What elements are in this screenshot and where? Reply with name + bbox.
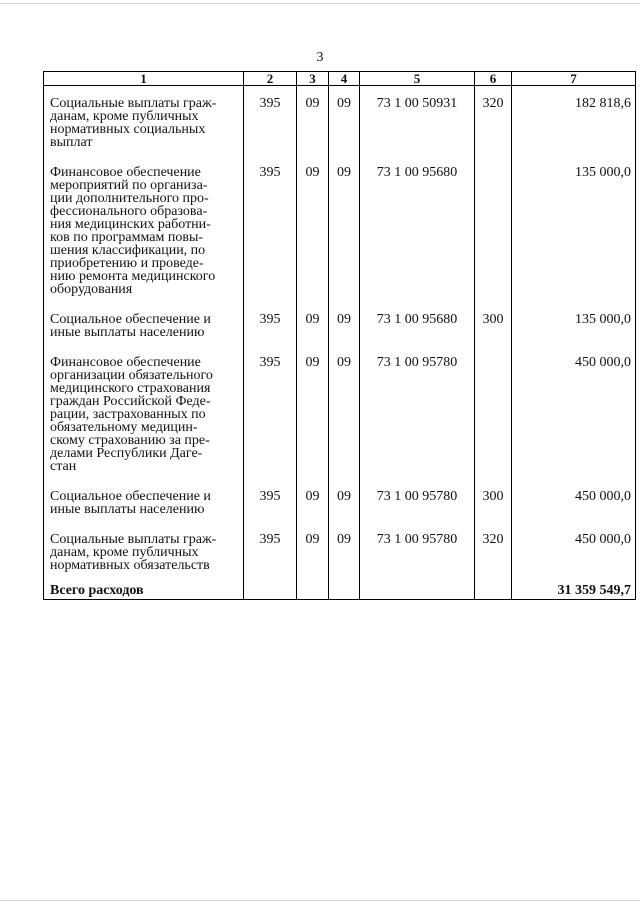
row-item-name xyxy=(44,522,244,578)
table-row xyxy=(44,86,636,156)
total-empty-cell xyxy=(475,578,512,600)
header-col-5: 5 xyxy=(360,72,475,86)
row-subsection-code: 09 xyxy=(329,522,360,578)
header-col-1: 1 xyxy=(44,72,244,86)
header-col-7: 7 xyxy=(512,72,636,86)
row-target-article: 73 1 00 95780 xyxy=(360,522,475,578)
table-body xyxy=(44,86,636,600)
item-name-line: Социальное обеспечение и xyxy=(50,312,211,327)
row-expense-type: 320 xyxy=(475,86,512,156)
row-expense-type xyxy=(475,345,512,479)
item-name-line: ков по программам повы- xyxy=(50,230,204,245)
row-amount: 450 000,0 xyxy=(512,479,636,522)
row-subsection-code: 09 xyxy=(329,155,360,302)
item-name-line: Социальное обеспечение и xyxy=(50,489,211,504)
row-amount: 135 000,0 xyxy=(512,155,636,302)
header-col-6: 6 xyxy=(475,72,512,86)
item-name-line: ции дополнительного про- xyxy=(50,191,209,206)
item-name-line: обязательному медицин- xyxy=(50,420,198,435)
item-name-line: данам, кроме публичных xyxy=(50,109,199,124)
total-row xyxy=(44,578,636,600)
total-label: Всего расходов xyxy=(44,578,244,600)
row-section-code: 09 xyxy=(297,345,329,479)
row-subsection-code: 09 xyxy=(329,86,360,156)
table-row xyxy=(44,522,636,578)
item-name-line: граждан Российской Феде- xyxy=(50,394,211,409)
total-empty-cell xyxy=(329,578,360,600)
item-name-line: рации, застрахованных по xyxy=(50,407,206,422)
item-name-line: иные выплаты населению xyxy=(50,325,205,340)
row-item-name xyxy=(44,479,244,522)
item-name-line: оборудования xyxy=(50,282,133,297)
item-name-line: Социальные выплаты граж- xyxy=(50,96,217,111)
row-section-code: 09 xyxy=(297,86,329,156)
row-subsection-code: 09 xyxy=(329,479,360,522)
item-name-line: нию ремонта медицинского xyxy=(50,269,216,284)
item-name-line: стан xyxy=(50,459,77,474)
row-subsection-code: 09 xyxy=(329,345,360,479)
header-col-2: 2 xyxy=(244,72,297,86)
item-name-line: делами Республики Даге- xyxy=(50,446,203,461)
row-ministry-code: 395 xyxy=(244,155,297,302)
item-name-line: Финансовое обеспечение xyxy=(50,355,201,370)
total-amount: 31 359 549,7 xyxy=(512,578,636,600)
total-empty-cell xyxy=(297,578,329,600)
item-name-line: данам, кроме публичных xyxy=(50,545,199,560)
item-name-line: нормативных социальных xyxy=(50,122,206,137)
row-amount: 450 000,0 xyxy=(512,522,636,578)
header-row xyxy=(44,72,636,86)
row-ministry-code: 395 xyxy=(244,302,297,345)
row-expense-type: 300 xyxy=(475,302,512,345)
row-amount: 450 000,0 xyxy=(512,345,636,479)
table-row xyxy=(44,479,636,522)
item-name-line: мероприятий по организа- xyxy=(50,178,208,193)
item-name-line: Социальные выплаты граж- xyxy=(50,532,217,547)
row-target-article: 73 1 00 95780 xyxy=(360,345,475,479)
row-ministry-code: 395 xyxy=(244,345,297,479)
row-section-code: 09 xyxy=(297,155,329,302)
item-name-line: фессионального образова- xyxy=(50,204,208,219)
item-name-line: шения классификации, по xyxy=(50,243,206,258)
row-subsection-code: 09 xyxy=(329,302,360,345)
row-section-code: 09 xyxy=(297,522,329,578)
row-section-code: 09 xyxy=(297,302,329,345)
row-target-article: 73 1 00 95780 xyxy=(360,479,475,522)
row-expense-type xyxy=(475,155,512,302)
item-name-line: ния медицинских работни- xyxy=(50,217,211,232)
row-item-name xyxy=(44,155,244,302)
header-col-4: 4 xyxy=(329,72,360,86)
row-ministry-code: 395 xyxy=(244,479,297,522)
row-item-name xyxy=(44,86,244,156)
item-name-line: медицинского страхования xyxy=(50,381,211,396)
row-amount: 182 818,6 xyxy=(512,86,636,156)
row-section-code: 09 xyxy=(297,479,329,522)
total-empty-cell xyxy=(244,578,297,600)
row-amount: 135 000,0 xyxy=(512,302,636,345)
row-item-name xyxy=(44,302,244,345)
bottom-edge-line xyxy=(0,900,640,901)
item-name-line: выплат xyxy=(50,135,93,150)
item-name-line: нормативных обязательств xyxy=(50,558,210,573)
row-target-article: 73 1 00 95680 xyxy=(360,155,475,302)
table-row xyxy=(44,302,636,345)
row-ministry-code: 395 xyxy=(244,86,297,156)
table-row xyxy=(44,345,636,479)
item-name-line: скому страхованию за пре- xyxy=(50,433,210,448)
table-row xyxy=(44,155,636,302)
item-name-line: Финансовое обеспечение xyxy=(50,165,201,180)
budget-table xyxy=(43,71,636,600)
row-ministry-code: 395 xyxy=(244,522,297,578)
row-target-article: 73 1 00 50931 xyxy=(360,86,475,156)
item-name-line: организации обязательного xyxy=(50,368,213,383)
item-name-line: иные выплаты населению xyxy=(50,502,205,517)
row-item-name xyxy=(44,345,244,479)
total-empty-cell xyxy=(360,578,475,600)
top-edge-line xyxy=(0,3,640,4)
row-target-article: 73 1 00 95680 xyxy=(360,302,475,345)
header-col-3: 3 xyxy=(297,72,329,86)
row-expense-type: 300 xyxy=(475,479,512,522)
table-header xyxy=(44,72,636,86)
row-expense-type: 320 xyxy=(475,522,512,578)
page-number: 3 xyxy=(316,50,324,65)
item-name-line: приобретению и проведе- xyxy=(50,256,204,271)
